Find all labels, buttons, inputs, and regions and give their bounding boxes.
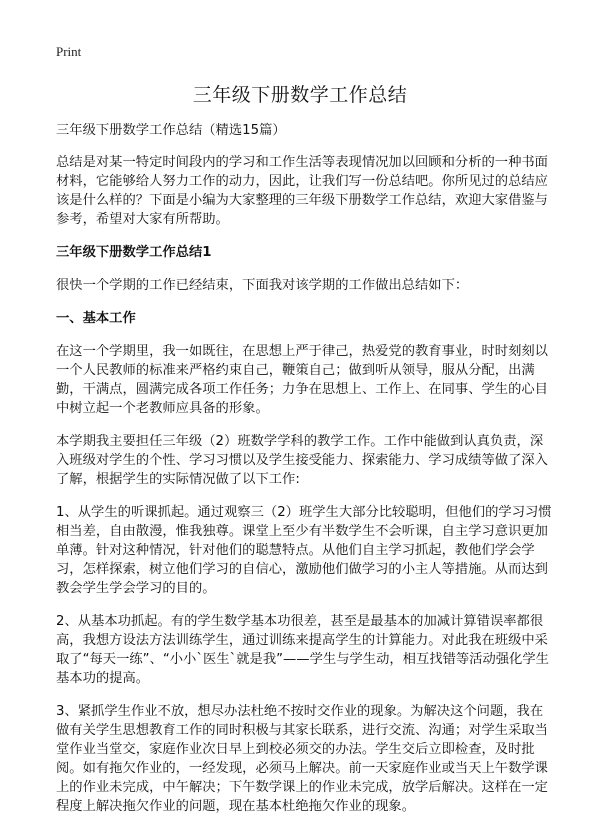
body-paragraph-5: 3、紧抓学生作业不放，想尽办法杜绝不按时交作业的现象。为解决这个问题，我在做有关学生思想教育工作的同时积极与其家长联系，进行交流、沟通；对学生采取当堂作业当堂交，家庭作业次日早上到校必须交的办法。学生交后立即检查，及时批阅。如有拖欠作业的，一经发现，必须马上解决。前一天家庭作业或当天上午数学课上的作业未完成，中午解决；下午数学课上的作业未完成，放学后解决。这样在一定程度上解决拖欠作业的问题，现在基本杜绝拖欠作业的现象。 [56,704,548,814]
document-body [56,121,556,816]
document-title: 三年级下册数学工作总结 [192,84,408,106]
sub-heading: 一、基本工作 [56,311,136,326]
opening-paragraph: 很快一个学期的工作已经结束，下面我对该学期的工作做出总结如下： [56,278,469,293]
body-paragraph-4: 2、从基本功抓起。有的学生数学基本功很差，甚至是最基本的加减计算错误率都很高，我想方设法方法训练学生，通过训练来提高学生的计算能力。对此我在班级中采取了“每天一练”、“小小`医生`就是我”——学生与学生动，相互找错等活动强化学生基本功的提高。 [56,614,549,686]
print-link[interactable]: Print [56,44,82,59]
section-heading: 三年级下册数学工作总结1 [56,245,212,260]
intro-paragraph: 总结是对某一特定时间段内的学习和工作生活等表现情况加以回顾和分析的一种书面材料，它能够给人努力工作的动力，因此，让我们写一份总结吧。你所见过的总结应该是什么样的？下面是小编为大家整理的三年级下册数学工作总结，欢迎大家借鉴与参考，希望对大家有所帮助。 [56,155,548,227]
body-paragraph-3: 1、从学生的听课抓起。通过观察三（2）班学生大部分比较聪明，但他们的学习习惯相当差，自由散漫，惟我独尊。课堂上至少有半数学生不会听课，自主学习意识更加单薄。针对这种情况，针对他们的聪慧特点。从他们自主学习抓起，教他们学会学习，怎样探索，树立他们学习的自信心，激励他们做学习的小主人等措施。从而达到教会学生学会学习的目的。 [56,505,552,596]
document-subtitle: 三年级下册数学工作总结（精选15篇） [56,123,286,138]
body-paragraph-1: 在这一个学期里，我一如既往，在思想上严于律己，热爱党的教育事业，时时刻刻以一个人民教师的标准来严格约束自己，鞭策自己；做到听从领导，服从分配，出满勤，干满点，圆满完成各项工作任务；力争在思想上、工作上、在同事、学生的心目中树立起一个老教师应具备的形象。 [56,344,548,416]
body-paragraph-2: 本学期我主要担任三年级（2）班数学学科的教学工作。工作中能做到认真负责，深入班级对学生的个性、学习习惯以及学生接受能力、探索能力、学习成绩等做了深入了解，根据学生的实际情况做了以下工作: [56,434,548,487]
